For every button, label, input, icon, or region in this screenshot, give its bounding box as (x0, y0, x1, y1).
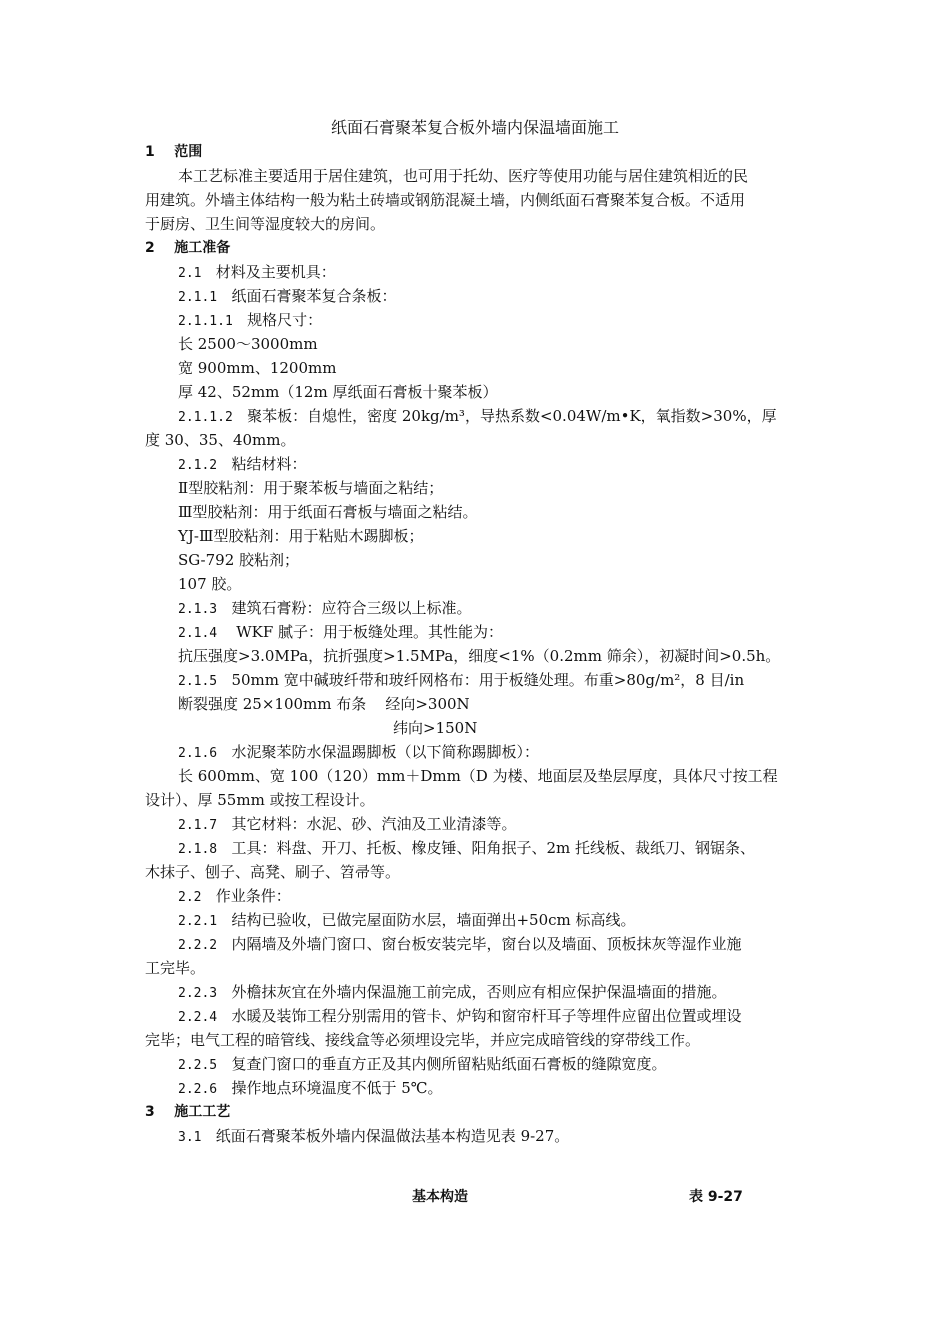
spec-line: 宽 900mm、1200mm (178, 359, 337, 377)
clause-text: 结构已验收，已做完屋面防水层，墙面弹出+50cm 标高线。 (231, 911, 636, 929)
paragraph-line: 设计）、厚 55mm 或按工程设计。 (145, 791, 375, 809)
clause-text: 聚苯板：自熄性，密度 20kg/m³，导热系数<0.04W/m•K，氧指数>30%，厚 (247, 407, 777, 425)
clause-text: 作业条件： (215, 887, 291, 905)
section-number: 3 (145, 1104, 155, 1120)
paragraph-line: 于厨房、卫生间等湿度较大的房间。 (145, 215, 386, 233)
spec-line: Ⅱ型胶粘剂：用于聚苯板与墙面之粘结； (178, 479, 444, 497)
clause-line (145, 260, 807, 284)
clause-number: 2.2.6 (178, 1082, 218, 1097)
section-title: 施工工艺 (174, 1104, 231, 1120)
clause-text: 规格尺寸： (247, 311, 323, 329)
clause-number: 2.2.5 (178, 1058, 218, 1073)
clause-text: 粘结材料： (231, 455, 307, 473)
clause-number: 2.1.1 (178, 290, 218, 305)
clause-text: 外檐抹灰宜在外墙内保温施工前完成，否则应有相应保护保温墙面的措施。 (231, 983, 727, 1001)
clause-text: 内隔墙及外墙门窗口、窗台板安装完毕，窗台以及墙面、顶板抹灰等湿作业施 (231, 935, 742, 953)
clause-line (145, 1124, 807, 1148)
clause-number: 2.2.2 (178, 938, 218, 953)
clause-number: 2.1.7 (178, 818, 218, 833)
clause-number: 2.2 (178, 890, 202, 905)
clause-number: 2.1.6 (178, 746, 218, 761)
clause-text: 其它材料：水泥、砂、汽油及工业清漆等。 (231, 815, 517, 833)
clause-text: 材料及主要机具： (215, 263, 336, 281)
clause-number: 2.1.4 (178, 626, 218, 641)
clause-line (145, 836, 807, 860)
clause-number: 2.2.4 (178, 1010, 218, 1025)
paragraph-line: 度 30、35、40mm。 (145, 431, 296, 449)
clause-line (145, 668, 807, 692)
section-title: 范围 (174, 144, 203, 160)
clause-text: 纸面石膏聚苯复合条板： (231, 287, 397, 305)
clause-number: 2.1.3 (178, 602, 218, 617)
clause-text: 纸面石膏聚苯板外墙内保温做法基本构造见表 9-27。 (215, 1127, 570, 1145)
clause-line (145, 1076, 807, 1100)
section-heading-1 (145, 140, 807, 164)
clause-line (145, 452, 807, 476)
clause-text: 工具：料盘、开刀、托板、橡皮锤、阳角抿子、2m 托线板、裁纸刀、钢锯条、 (231, 839, 755, 857)
paragraph-line: 工完毕。 (145, 959, 206, 977)
clause-number: 2.2.3 (178, 986, 218, 1001)
clause-text: 50mm 宽中碱玻纤带和玻纤网格布：用于板缝处理。布重>80g/m²，8 目/in (231, 671, 745, 689)
spec-line: 107 胶。 (178, 575, 242, 593)
clause-line (145, 620, 807, 644)
clause-number: 2.1.2 (178, 458, 218, 473)
clause-number: 2.1 (178, 266, 202, 281)
document-title: 纸面石膏聚苯复合板外墙内保温墙面施工 (330, 118, 619, 137)
clause-text: 水泥聚苯防水保温踢脚板（以下简称踢脚板）： (231, 743, 539, 761)
clause-text: 建筑石膏粉：应符合三级以上标准。 (231, 599, 472, 617)
clause-line (145, 740, 807, 764)
clause-line (145, 908, 807, 932)
clause-number: 2.1.8 (178, 842, 218, 857)
spec-line: 纬向>150N (393, 719, 478, 737)
clause-number: 2.2.1 (178, 914, 218, 929)
clause-line (145, 596, 807, 620)
clause-line (145, 404, 807, 428)
clause-line (145, 884, 807, 908)
clause-number: 2.1.1.1 (178, 314, 233, 329)
clause-text: 操作地点环境温度不低于 5℃。 (231, 1079, 443, 1097)
paragraph-line: 本工艺标准主要适用于居住建筑，也可用于托幼、医疗等使用功能与居住建筑相近的民 (178, 167, 749, 185)
clause-number: 2.1.5 (178, 674, 218, 689)
spec-line: 抗压强度>3.0MPa，抗折强度>1.5MPa，细度<1%（0.2mm 筛余），初凝时间>0.5h。 (178, 647, 781, 665)
spec-line: 厚 42、52mm（12m 厚纸面石膏板十聚苯板） (178, 383, 498, 401)
clause-line (145, 308, 807, 332)
clause-number: 2.1.1.2 (178, 410, 233, 425)
paragraph-line: 用建筑。外墙主体结构一般为粘土砖墙或钢筋混凝土墙，内侧纸面石膏聚苯复合板。不适用 (145, 191, 746, 209)
clause-line (145, 812, 807, 836)
section-title: 施工准备 (174, 240, 231, 256)
clause-line (145, 980, 807, 1004)
spec-line: 长 2500～3000mm (178, 335, 318, 353)
document-body (145, 140, 807, 1148)
spec-line: 长 600mm、宽 100（120）mm＋Dmm（D 为楼、地面层及垫层厚度，具体尺寸按工程 (178, 767, 778, 785)
spec-line: YJ-Ⅲ型胶粘剂：用于粘贴木踢脚板； (178, 527, 424, 545)
clause-line (145, 284, 807, 308)
section-heading-3 (145, 1100, 807, 1124)
spec-line: 断裂强度 25×100mm 布条 经向>300N (178, 695, 470, 713)
clause-line (145, 1004, 807, 1028)
paragraph-line: 木抹子、刨子、高凳、刷子、笤帚等。 (145, 863, 401, 881)
table-caption-number: 表 9-27 (689, 1189, 743, 1205)
clause-line (145, 932, 807, 956)
table-caption-name: 基本构造 (412, 1189, 468, 1205)
clause-number: 3.1 (178, 1130, 202, 1145)
paragraph-line: 完毕；电气工程的暗管线、接线盒等必须埋设完毕，并应完成暗管线的穿带线工作。 (145, 1031, 701, 1049)
clause-text: WKF 腻子：用于板缝处理。其性能为： (231, 623, 504, 641)
spec-line: SG-792 胶粘剂； (178, 551, 300, 569)
section-heading-2 (145, 236, 807, 260)
section-number: 2 (145, 240, 155, 256)
clause-line (145, 1052, 807, 1076)
spec-line: Ⅲ型胶粘剂：用于纸面石膏板与墙面之粘结。 (178, 503, 478, 521)
section-number: 1 (145, 144, 155, 160)
clause-text: 水暖及装饰工程分别需用的管卡、炉钩和窗帘杆耳子等埋件应留出位置或埋设 (231, 1007, 742, 1025)
table-caption (0, 1186, 950, 1208)
clause-text: 复查门窗口的垂直方正及其内侧所留粘贴纸面石膏板的缝隙宽度。 (231, 1055, 667, 1073)
